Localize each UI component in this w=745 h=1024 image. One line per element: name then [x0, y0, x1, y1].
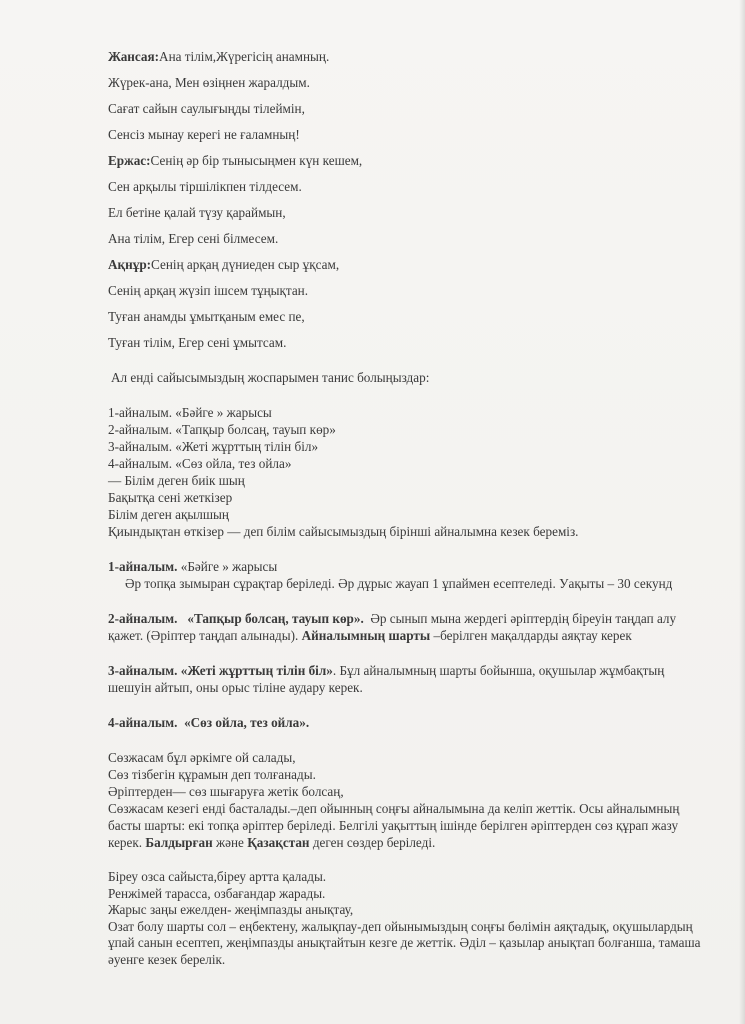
plan-list	[108, 404, 708, 540]
round-text: және	[212, 835, 248, 850]
verse-line: ― Білім деген биік шың	[108, 473, 245, 488]
round-title: «Сөз ойла, тез ойла».	[184, 715, 310, 730]
round-title: «Бәйге » жарысы	[177, 559, 278, 574]
poem-line: Туған анамды ұмытқаным емес пе,	[108, 309, 305, 324]
poem-line: Ел бетіне қалай түзу қараймын,	[108, 205, 286, 220]
poem	[108, 44, 708, 356]
poem-text: Сенің әр бір тынысыңмен күн кешем,	[150, 153, 363, 168]
round-label: 4-айналым.	[108, 715, 178, 730]
poem-line: Сенің арқаң жүзіп ішсем тұңықтан.	[108, 283, 309, 298]
round-title: «Жеті жұрттың тілін біл»	[180, 663, 333, 678]
closing-text: Озат болу шарты сол – еңбектену, жалықпау-деп ойынымыздың соңғы бөлімін аяқтадық, оқушылардың ұпай санын есептеп, жеңімпазды анықтайтын кезге де жеттік. Әділ – қазылар анықтап болғанша, тамаша әуенге кезек берелік.	[108, 918, 701, 967]
verse-line: Біреу озса сайыста,біреу артта қалады.	[108, 869, 327, 884]
speaker-name: Ақнұр:	[108, 257, 152, 272]
rounds	[108, 540, 708, 851]
plan-item: 3-айналым. «Жеті жұрттың тілін біл»	[108, 439, 319, 454]
verse-line: Бақытқа сені жеткізер	[108, 490, 233, 505]
plan-item: 2-айналым. «Тапқыр болсаң, тауып көр»	[108, 422, 336, 437]
round4-text	[108, 800, 708, 851]
poem-line	[108, 252, 708, 278]
poem-line: Сен арқылы тіршілікпен тілдесем.	[108, 179, 302, 194]
round1-heading	[108, 558, 708, 575]
speaker-name: Жансая:	[108, 49, 160, 64]
speaker-name: Ержас:	[108, 153, 151, 168]
document-body	[108, 44, 708, 968]
round-text: . Бұл айналымның шарты бойынша, оқушылар жұмбақтың шешуін айтып, оны орыс тіліне аудару керек.	[108, 663, 665, 695]
page-edge-shadow	[739, 0, 745, 1024]
poem-text: Ана тілім,Жүрегісің анамның.	[159, 49, 330, 64]
verse-line: Сөз тізбегін құрамын деп толғанады.	[108, 767, 316, 782]
poem-line: Сенсіз мынау керегі не ғаламның!	[108, 127, 300, 142]
poem-line	[108, 44, 708, 70]
poem-text: Сенің арқаң дүниеден сыр ұқсам,	[151, 257, 340, 272]
verse-line: Қиындықтан өткізер ― деп білім сайысымыздың бірінші айналымна кезек береміз.	[108, 524, 579, 539]
poem-line: Туған тілім, Егер сені ұмытсам.	[108, 335, 287, 350]
poem-line: Ана тілім, Егер сені білмесем.	[108, 231, 279, 246]
round-title: «Тапқыр болсаң, тауып көр».	[187, 611, 364, 626]
round-label: 1-айналым.	[108, 559, 178, 574]
plan-item: 4-айналым. «Сөз ойла, тез ойла»	[108, 456, 292, 471]
poem-line: Сағат сайын саулығыңды тілеймін,	[108, 101, 305, 116]
verse-line: Сөзжасам бұл әркімге ой салады,	[108, 750, 296, 765]
key-word: Балдырған	[145, 835, 213, 850]
round-label: 2-айналым.	[108, 611, 178, 626]
round-text: –берілген мақалдарды аяқтау керек	[433, 628, 632, 643]
verse-line: Жарыс заңы ежелден- жеңімпазды анықтау,	[108, 902, 354, 917]
verse-line: Білім деген ақылшың	[108, 507, 229, 522]
closing-section	[108, 869, 708, 968]
round-label: 3-айналым.	[108, 663, 178, 678]
verse-line: Ренжімей тарасса, озбағандар жарады.	[108, 885, 326, 901]
poem-line	[108, 148, 708, 174]
round1-text: Әр топқа зымыран сұрақтар беріледі. Әр дұрыс жауап 1 ұпаймен есептеледі. Уақыты – 30 секунд	[125, 576, 673, 591]
round3-paragraph	[108, 662, 708, 696]
round4-heading	[108, 714, 708, 731]
poem-line: Жүрек-ана, Мен өзіңнен жаралдым.	[108, 75, 310, 90]
plan-item: 1-айналым. «Бәйге » жарысы	[108, 405, 272, 420]
round2-paragraph	[108, 610, 708, 644]
round-condition: Айналымның шарты	[301, 628, 431, 643]
round-text: Әр сынып мына жердегі әріптердің біреуін таңдап алу қажет. (Әріптер таңдап алынады).	[108, 611, 677, 643]
round-text: Сөзжасам кезегі енді басталады.–деп ойынның соңғы айналымына да келіп жеттік. Осы айналымның басты шарты: екі топқа әріптер беріледі. Белгілі уақыттың ішінде берілген әріптерден сөз құрап жазу керек.	[108, 801, 680, 850]
key-word: Қазақстан	[247, 835, 310, 850]
round-text: деген сөздер беріледі.	[309, 835, 436, 850]
verse-line: Әріптерден― сөз шығаруға жетік болсаң,	[108, 784, 344, 799]
plan-intro: Ал енді сайысымыздың жоспарымен танис болыңыздар:	[111, 370, 430, 385]
